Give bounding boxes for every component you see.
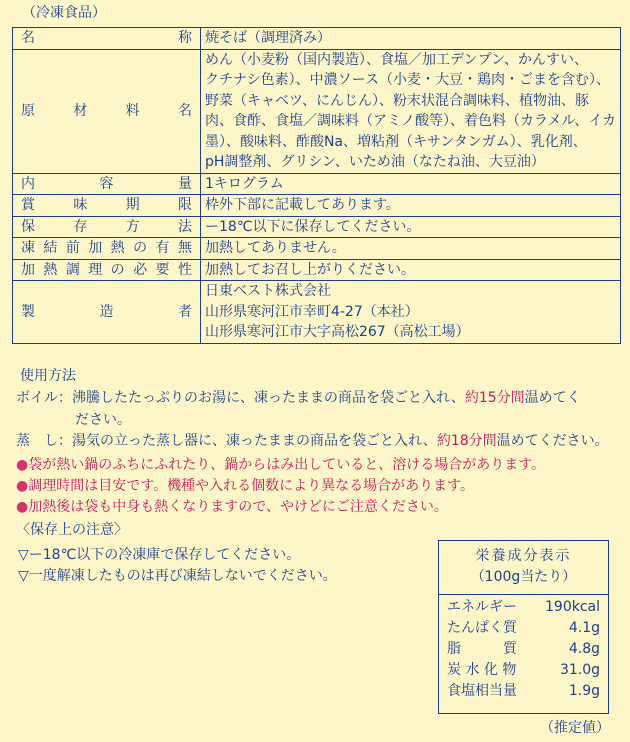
nutrition-row [439,681,608,702]
spec-value-quantity: 1キログラム [200,173,620,195]
nutrient-value: 190kcal [545,599,600,615]
ingredients-line: めん（小麦粉（国内製造）、食塩／加工デンプン、かんすい、 [204,51,588,68]
storage-item: ▽ー18℃以下の冷凍庫で保存してください。 [18,547,301,563]
spec-row-manufacturer [13,281,621,344]
nutrient-name: 食塩相当量 [447,683,517,699]
spec-value-ingredients [200,49,620,173]
ingredients-line: クチナシ色素）、中濃ソース（小麦・大豆・鶏肉・ごまを含む）、 [204,72,610,88]
ingredients-line: pH調整剤、グリシン、いため油（なたね油、大豆油） [204,154,545,170]
spec-label-best-before: 賞味期限 [13,195,201,217]
bullet-icon: ● [16,457,29,473]
boil-text: 沸騰したたっぷりのお湯に、凍ったままの商品を袋ごと入れ、 [72,390,465,406]
warning-text: 調理時間は目安です。機種や入れる個数により異なる場合があります。 [28,478,474,494]
food-category-header: （冷凍食品） [22,5,106,21]
boil-text-end: 温めてく [524,390,581,406]
steam-text-end: 温めてください。 [496,433,609,449]
nutrient-value: 1.9g [568,683,600,699]
spec-row-storage [13,216,621,238]
spec-row-preheated [13,238,621,260]
boil-time: 約15分間 [464,390,525,406]
spec-value-manufacturer [200,281,620,344]
usage-title: 使用方法 [20,368,76,384]
nutrition-title: 栄養成分表示 [475,548,572,564]
spec-row-cooking-needed [13,259,621,281]
warning-text: 袋が熱い鍋のふちにふれたり、鍋からはみ出していると、溶ける場合があります。 [28,457,546,473]
nutrient-value: 4.1g [568,620,600,636]
nutrition-row [439,618,608,639]
warning-item [16,497,448,518]
spec-label-cooking-needed: 加熱調理の必要性 [13,259,201,281]
ingredients-line: 肉、食酢、食塩／調味料（アミノ酸等）、着色料（カラメル、イカ [204,113,616,129]
spec-row-ingredients [13,49,621,173]
spec-row-quantity [13,173,621,195]
manufacturer-line: 山形県寒河江市大字高松267（高松工場） [204,324,470,340]
usage-boil [16,388,581,409]
warning-item [16,455,545,476]
nutrition-estimate-note: （推定値） [540,720,610,736]
steam-prefix: 蒸 し： [16,433,72,449]
nutrient-value: 31.0g [559,662,600,678]
usage-steam [16,431,609,452]
nutrient-name: たんぱく質 [447,620,517,636]
spec-label-quantity: 内容量 [13,173,201,195]
bullet-icon: ● [16,499,29,515]
spec-row-best-before [13,195,621,217]
storage-item: ▽一度解凍したものは再び凍結しないでください。 [18,568,337,584]
spec-label-manufacturer: 製造者 [13,281,201,344]
nutrient-value: 4.8g [568,641,600,657]
spec-label-preheated: 凍結前加熱の有無 [13,238,201,260]
nutrition-basis: （100g当たり） [470,569,577,585]
nutrient-name: 脂 質 [447,641,517,657]
spec-value-preheated: 加熱してありません。 [200,238,620,260]
spec-value-name: 焼そば（調理済み） [200,28,620,50]
warning-item [16,476,474,497]
nutrition-row [439,660,608,681]
spec-value-storage: ー18℃以下に保存してください。 [200,216,620,238]
usage-boil-cont: ださい。 [75,412,131,428]
spec-label-name: 名称 [13,28,201,50]
spec-label-storage: 保存方法 [13,216,201,238]
product-spec-table [12,27,621,344]
steam-time: 約18分間 [436,433,497,449]
nutrient-name: エネルギー [447,599,517,615]
ingredients-line: 墨）、酸味料、酢酸Na、増粘剤（キサンタンガム）、乳化剤、 [204,133,587,150]
spec-row-name [13,28,621,50]
spec-label-ingredients: 原材料名 [13,49,201,173]
warning-text: 加熱後は袋も中身も熱くなりますので、やけどにご注意ください。 [28,499,448,515]
nutrition-row [439,639,608,660]
spec-value-cooking-needed: 加熱してお召し上がりください。 [200,259,620,281]
nutrition-row [439,597,608,618]
boil-prefix: ボイル： [16,390,72,406]
nutrition-facts-box [438,540,609,714]
bullet-icon: ● [16,478,29,494]
manufacturer-line: 日東ベスト株式会社 [204,283,331,299]
storage-title: 〈保存上の注意〉 [16,522,128,538]
ingredients-line: 野菜（キャベツ、にんじん）、粉末状混合調味料、植物油、豚 [204,92,589,109]
nutrient-name: 炭 水 化 物 [447,662,517,678]
manufacturer-line: 山形県寒河江市幸町4-27（本社） [204,303,419,320]
steam-text: 湯気の立った蒸し器に、凍ったままの商品を袋ごと入れ、 [72,433,437,449]
spec-value-best-before: 枠外下部に記載してあります。 [200,195,620,217]
nutrition-divider [439,594,608,595]
